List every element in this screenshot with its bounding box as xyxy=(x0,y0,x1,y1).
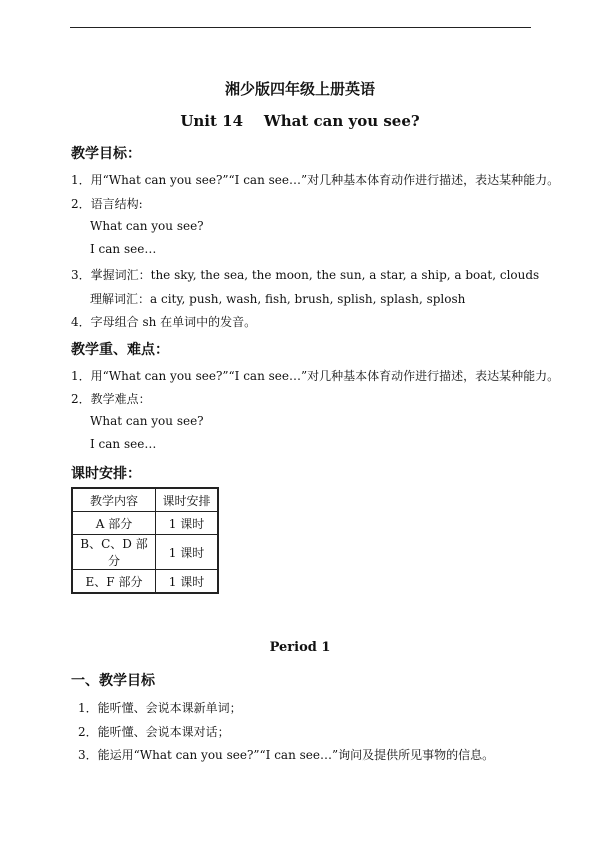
key-points-heading: 教学重、难点： xyxy=(71,342,169,358)
objective-line: I can see… xyxy=(90,242,157,256)
key-point-line: I can see… xyxy=(90,437,157,451)
period-objective-line: 3．能运用“What can you see?”“I can see…”询问及提供所见事物的信息。 xyxy=(78,748,495,762)
table-row xyxy=(72,512,218,535)
table-cell: B、C、D 部分 xyxy=(72,535,156,570)
unit-title: Unit 14 What can you see? xyxy=(180,112,420,130)
key-point-line: What can you see? xyxy=(90,414,204,428)
document-title: 湘少版四年级上册英语 xyxy=(224,80,375,98)
key-point-line: 1．用“What can you see?”“I can see…”对几种基本体育动作进行描述，表达某种能力。 xyxy=(71,369,560,383)
table-cell: 1 课时 xyxy=(156,535,219,570)
table-row xyxy=(72,535,218,570)
objective-line: 理解词汇：a city, push, wash, fish, brush, splish, splash, splosh xyxy=(90,292,466,306)
period-objective-line: 2．能听懂、会说本课对话； xyxy=(78,725,230,739)
schedule-table xyxy=(71,487,219,594)
objectives-heading: 教学目标： xyxy=(71,146,141,162)
objective-line: What can you see? xyxy=(90,219,204,233)
objective-line: 2．语言结构: xyxy=(71,197,143,211)
objective-line: 1．用“What can you see?”“I can see…”对几种基本体育动作进行描述，表达某种能力。 xyxy=(71,173,560,187)
key-point-line: 2．教学难点： xyxy=(71,392,151,406)
period-section-heading: 一、教学目标 xyxy=(71,673,155,689)
table-header-row xyxy=(72,488,218,512)
header-rule xyxy=(70,27,531,28)
period-title: Period 1 xyxy=(269,640,331,655)
table-cell: 1 课时 xyxy=(156,570,219,594)
table-cell: E、F 部分 xyxy=(72,570,156,594)
objective-line: 4．字母组合 sh 在单词中的发音。 xyxy=(71,315,257,329)
period-objective-line: 1．能听懂、会说本课新单词； xyxy=(78,701,242,715)
table-header-cell: 教学内容 xyxy=(72,488,156,512)
schedule-heading: 课时安排： xyxy=(71,466,141,482)
objective-line: 3．掌握词汇：the sky, the sea, the moon, the sun, a star, a ship, a boat, clouds xyxy=(71,268,540,282)
table-cell: 1 课时 xyxy=(156,512,219,535)
table-cell: A 部分 xyxy=(72,512,156,535)
table-header-cell: 课时安排 xyxy=(156,488,219,512)
table-row xyxy=(72,570,218,594)
